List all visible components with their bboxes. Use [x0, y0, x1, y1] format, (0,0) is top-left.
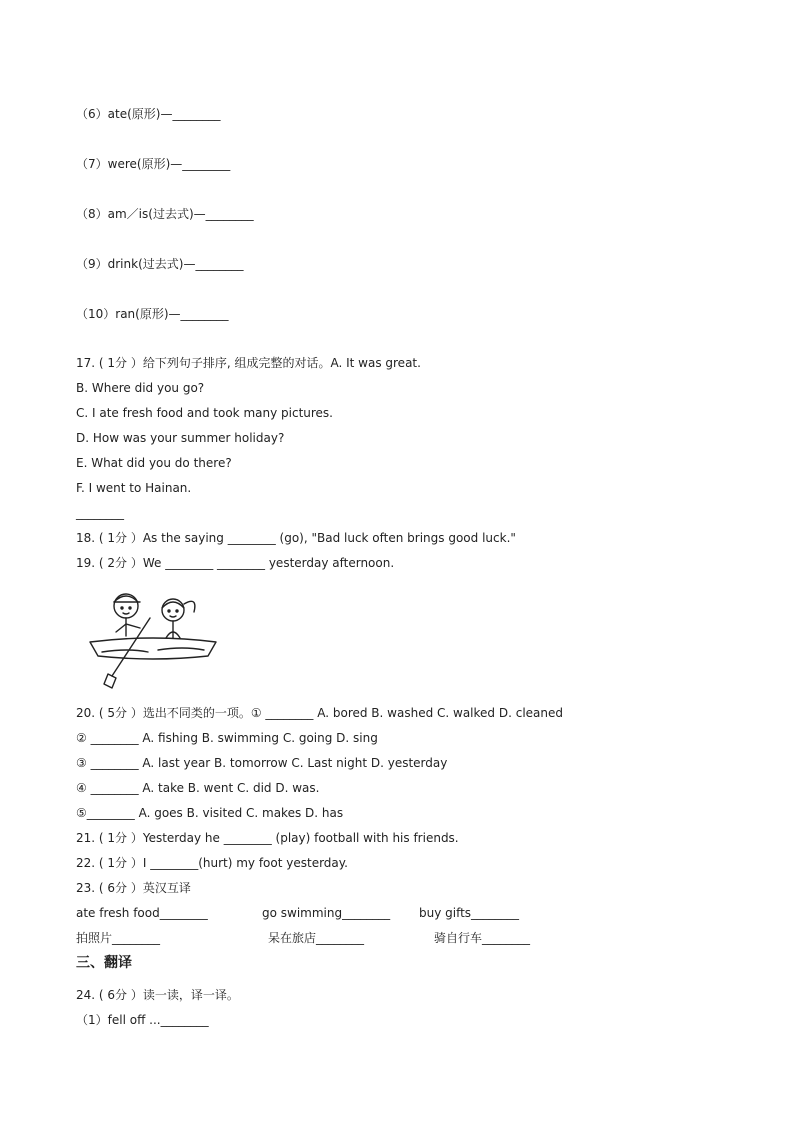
item-10: （10）ran(原形)—________	[76, 307, 229, 321]
section-heading-translation: 三、翻译	[76, 955, 132, 971]
q24-item-1: （1）fell off ...________	[76, 1013, 209, 1027]
question-21: 21. ( 1分 ）Yesterday he ________ (play) football with his friends.	[76, 831, 459, 845]
q23-item-stay-hotel: 呆在旅店________	[268, 931, 365, 945]
q17-option-b: B. Where did you go?	[76, 381, 205, 395]
question-24: 24. ( 6分 ）读一读，译一译。	[76, 988, 239, 1002]
q20-item-5: ⑤________ A. goes B. visited C. makes D. has	[76, 806, 344, 820]
q17-option-c: C. I ate fresh food and took many pictures.	[76, 406, 333, 420]
q17-option-f: F. I went to Hainan.	[76, 481, 192, 495]
q17-option-e: E. What did you do there?	[76, 456, 232, 470]
q20-item-3: ③ ________ A. last year B. tomorrow C. Last night D. yesterday	[76, 756, 448, 770]
question-20: 20. ( 5分 ）选出不同类的一项。① ________ A. bored B. washed C. walked D. cleaned	[76, 706, 563, 720]
q23-item-go-swimming: go swimming________	[262, 906, 391, 920]
q23-item-ride-bike: 骑自行车________	[434, 931, 531, 945]
question-22: 22. ( 1分 ）I ________(hurt) my foot yesterday.	[76, 856, 348, 870]
question-18: 18. ( 1分 ）As the saying ________ (go), "Bad luck often brings good luck."	[76, 531, 516, 545]
item-6: （6）ate(原形)—________	[76, 107, 221, 121]
q23-item-buy-gifts: buy gifts________	[419, 906, 520, 920]
question-23: 23. ( 6分 ）英汉互译	[76, 881, 191, 895]
q20-item-2: ② ________ A. fishing B. swimming C. going D. sing	[76, 731, 378, 745]
question-19: 19. ( 2分 ）We ________ ________ yesterday afternoon.	[76, 556, 395, 570]
q17-option-d: D. How was your summer holiday?	[76, 431, 285, 445]
question-17: 17. ( 1分 ）给下列句子排序, 组成完整的对话。A. It was great.	[76, 356, 421, 370]
q17-answer-blank: ________	[76, 506, 124, 520]
q23-item-take-photos: 拍照片________	[76, 931, 161, 945]
q23-item-ate-fresh-food: ate fresh food________	[76, 906, 208, 920]
rowing-boat-image	[88, 586, 223, 691]
q20-item-4: ④ ________ A. take B. went C. did D. was.	[76, 781, 320, 795]
item-7: （7）were(原形)—________	[76, 157, 231, 171]
item-9: （9）drink(过去式)—________	[76, 257, 244, 271]
item-8: （8）am／is(过去式)—________	[76, 207, 254, 221]
